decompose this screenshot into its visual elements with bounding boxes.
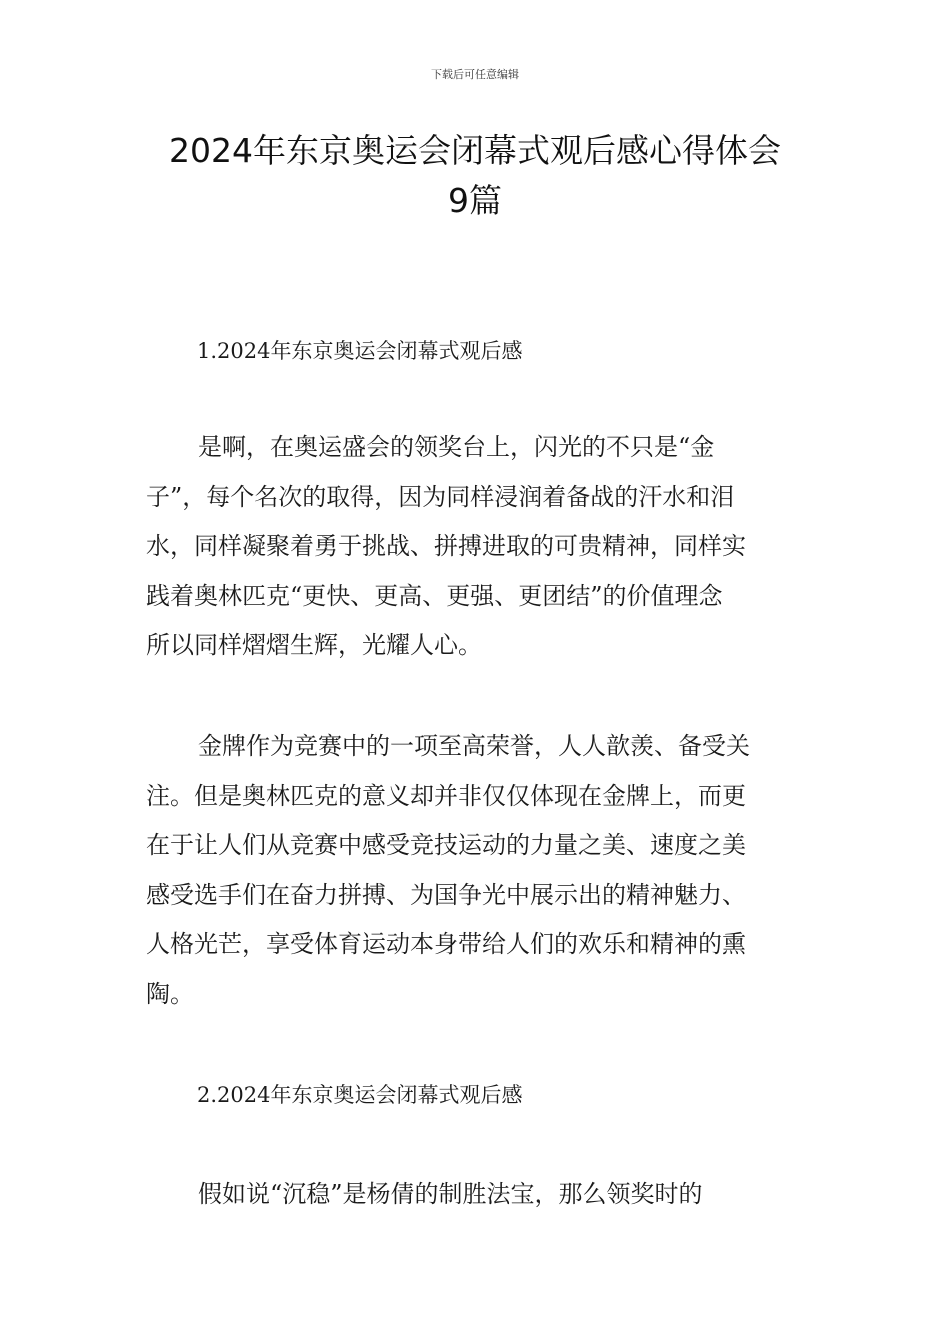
paragraph-line: 水，同样凝聚着勇于挑战、拼搏进取的可贵精神，同样实	[146, 532, 746, 560]
paragraph-line: 假如说“沉稳”是杨倩的制胜法宝，那么领奖时的	[198, 1180, 703, 1208]
paragraph-line: 人格光芒，享受体育运动本身带给人们的欢乐和精神的熏	[146, 930, 746, 958]
paragraph-3	[146, 1170, 808, 1220]
section-heading-2: 2.2024年东京奥运会闭幕式观后感	[197, 1083, 523, 1107]
title-line-1: 2024年东京奥运会闭幕式观后感心得体会	[169, 131, 781, 170]
paragraph-line: 注。但是奥林匹克的意义却并非仅仅体现在金牌上，而更	[146, 781, 746, 810]
header-note: 下载后可任意编辑	[431, 68, 519, 81]
paragraph-2	[146, 722, 808, 1019]
paragraph-line: 子”，每个名次的取得，因为同样浸润着备战的汗水和泪	[146, 482, 735, 511]
paragraph-line: 所以同样熠熠生辉，光耀人心。	[146, 631, 482, 659]
section-heading-1: 1.2024年东京奥运会闭幕式观后感	[197, 339, 523, 363]
document-title	[120, 126, 830, 226]
paragraph-1	[146, 423, 808, 671]
title-line-2: 9篇	[448, 181, 502, 220]
paragraph-line: 是啊，在奥运盛会的领奖台上，闪光的不只是“金	[198, 433, 715, 461]
paragraph-line: 感受选手们在奋力拼搏、为国争光中展示出的精神魅力、	[146, 880, 746, 909]
paragraph-line: 在于让人们从竞赛中感受竞技运动的力量之美、速度之美	[146, 831, 746, 859]
paragraph-line: 陶。	[146, 979, 194, 1008]
paragraph-line: 践着奥林匹克“更快、更高、更强、更团结”的价值理念	[146, 581, 723, 610]
paragraph-line: 金牌作为竞赛中的一项至高荣誉，人人歆羡、备受关	[198, 732, 750, 760]
